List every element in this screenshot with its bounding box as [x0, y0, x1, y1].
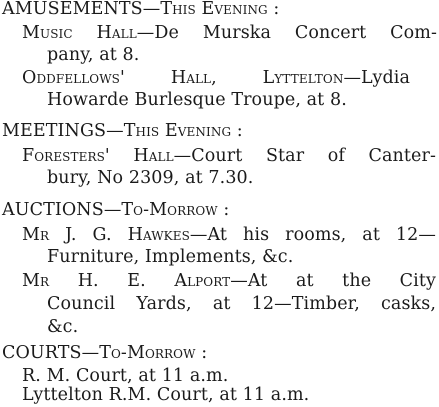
- notice-entry-alport: [22, 271, 436, 292]
- heading-title: COURTS: [2, 343, 82, 363]
- notice-entry-music-hall: [22, 23, 437, 44]
- notice-continuation: pany, at 8.: [47, 45, 140, 65]
- section-heading-auctions: [2, 200, 229, 221]
- notice-text: —At his rooms, at 12—: [189, 225, 436, 245]
- venue-name: Music Hall: [22, 23, 137, 43]
- court-listing: R. M. Court, at 11 a.m.: [22, 366, 229, 386]
- heading-title: MEETINGS: [2, 121, 107, 141]
- notice-continuation: Council Yards, at 12—Timber, casks,: [47, 294, 436, 314]
- notice-text: —De Murska Concert Com-: [136, 23, 437, 43]
- notice-text: —Lydia: [343, 68, 410, 88]
- heading-subtitle: —To-Morrow :: [81, 343, 208, 363]
- auctioneer-name: Mr H. E. Alport: [22, 271, 231, 291]
- heading-subtitle: —To-Morrow :: [103, 200, 230, 220]
- section-heading-meetings: [2, 121, 243, 142]
- notice-continuation: Howarde Burlesque Troupe, at 8.: [47, 90, 347, 110]
- venue-name: Oddfellows' Hall, Lyttelton: [22, 68, 344, 88]
- notice-text: —At at the City: [230, 271, 436, 291]
- notice-continuation: Furniture, Implements, &c.: [47, 247, 294, 267]
- venue-name: Foresters' Hall: [22, 146, 174, 166]
- section-heading-amusements: [2, 0, 279, 20]
- heading-title: AUCTIONS: [2, 200, 104, 220]
- notice-entry-hawkes: [22, 225, 436, 246]
- notice-continuation: bury, No 2309, at 7.30.: [47, 168, 254, 188]
- notice-continuation: &c.: [47, 317, 79, 337]
- heading-subtitle: —This Evening :: [106, 121, 243, 141]
- notice-entry-foresters-hall: [22, 146, 436, 167]
- court-listing: Lyttelton R.M. Court, at 11 a.m.: [22, 385, 310, 405]
- heading-title: AMUSEMENTS: [2, 0, 143, 19]
- heading-subtitle: —This Evening :: [142, 0, 280, 19]
- auctioneer-name: Mr J. G. Hawkes: [22, 225, 190, 245]
- notice-entry-oddfellows-hall: [22, 68, 410, 89]
- notice-text: —Court Star of Canter-: [173, 146, 436, 166]
- section-heading-courts: [2, 343, 207, 364]
